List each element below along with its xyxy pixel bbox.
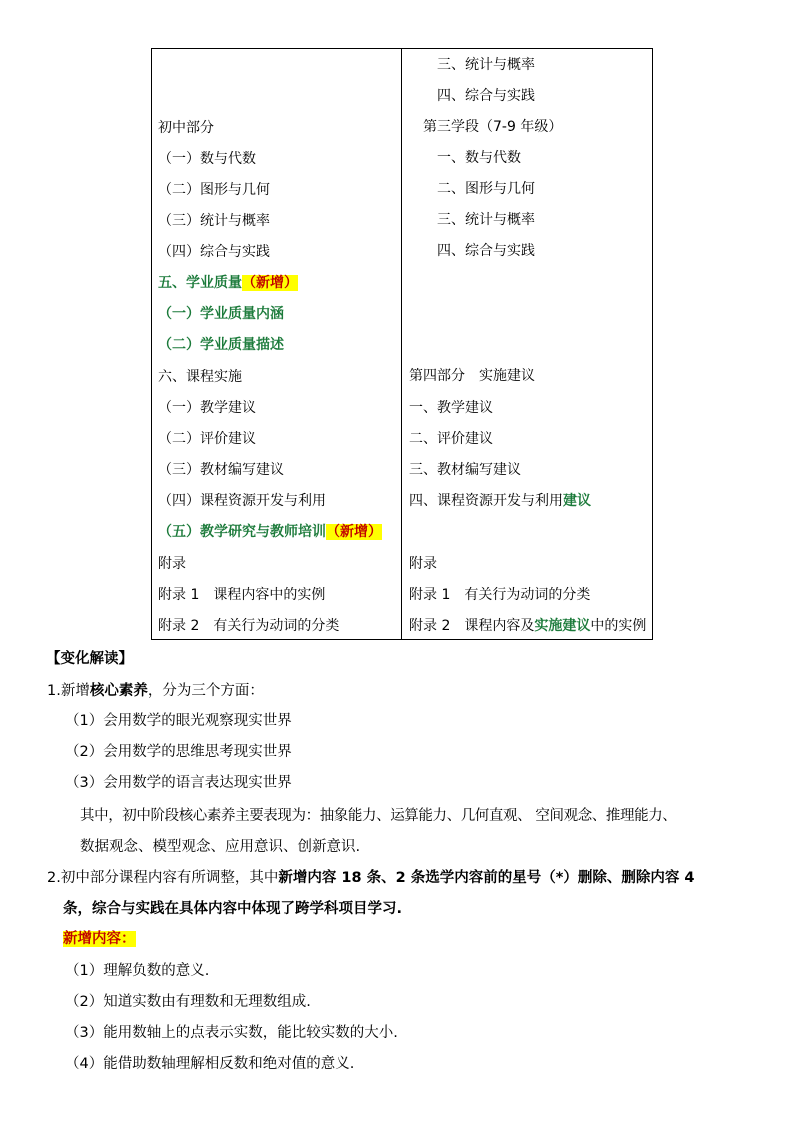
right-appendix: 附录	[409, 556, 437, 572]
left-item	[158, 490, 326, 512]
point-1-bold: 核心素养	[89, 683, 148, 699]
left-item-text: 初中部分	[158, 120, 214, 136]
left-item-text: （一）教学建议	[158, 400, 256, 416]
left-item-text: （二）学业质量描述	[158, 337, 284, 353]
right-item-text: 附录 2 课程内容及	[409, 618, 535, 634]
new-tag: （新增）	[242, 275, 298, 291]
new-content-item: （4）能借助数轴理解相反数和绝对值的意义.	[65, 1056, 355, 1072]
left-item	[158, 117, 214, 139]
left-item	[158, 334, 284, 356]
point-1-note-line-2: 数据观念、模型观念、应用意识、创新意识.	[80, 839, 361, 855]
new-content-item: （3）能用数轴上的点表示实数，能比较实数的大小.	[65, 1025, 398, 1041]
left-item	[158, 272, 298, 294]
analysis-heading: 【变化解读】	[46, 651, 133, 667]
point-2-prefix: 2.初中部分课程内容有所调整，其中	[47, 870, 279, 886]
point-1-note-line-1: 其中，初中阶段核心素养主要表现为：抽象能力、运算能力、几何直观、 空间观念、推理能力、	[80, 808, 677, 824]
point-2-line-2: 条，综合与实践在具体内容中体现了跨学科项目学习.	[63, 901, 403, 917]
new-content-item: （2）知道实数由有理数和无理数组成.	[65, 994, 311, 1010]
left-item-text: 六、课程实施	[158, 369, 242, 385]
right-item: 二、图形与几何	[437, 181, 535, 197]
right-item: 一、教学建议	[409, 400, 493, 416]
left-item-text: 五、学业质量	[158, 275, 242, 291]
left-item-text: （三）统计与概率	[158, 213, 270, 229]
left-item-text: 附录 1 课程内容中的实例	[158, 587, 326, 603]
right-section-title: 第三学段（7-9 年级）	[423, 119, 563, 135]
left-item-text: （一）学业质量内涵	[158, 306, 284, 322]
left-item-text: （三）教材编写建议	[158, 462, 284, 478]
left-item-text: （四）课程资源开发与利用	[158, 493, 326, 509]
right-item-text: 中的实例	[590, 618, 647, 634]
left-item	[158, 428, 256, 450]
left-item	[158, 553, 186, 575]
left-item-text: （四）综合与实践	[158, 244, 270, 260]
right-item: 四、综合与实践	[437, 243, 535, 259]
new-content-label-text: 新增内容：	[63, 931, 136, 947]
left-item	[158, 148, 256, 170]
point-1	[47, 680, 264, 702]
left-item-text: （一）数与代数	[158, 151, 256, 167]
left-item	[158, 397, 256, 419]
point-2-line-1	[47, 867, 694, 889]
right-item: 三、统计与概率	[437, 212, 535, 228]
right-item-added: 实施建议	[534, 618, 591, 634]
left-item	[158, 615, 339, 637]
new-content-label	[63, 928, 136, 950]
new-tag: （新增）	[326, 524, 382, 540]
left-item	[158, 241, 270, 263]
left-item-text: （二）图形与几何	[158, 182, 270, 198]
left-item	[158, 303, 284, 325]
right-item: 一、数与代数	[437, 150, 521, 166]
right-appendix-2	[409, 615, 646, 637]
right-part-title: 第四部分 实施建议	[409, 368, 535, 384]
left-item	[158, 521, 382, 543]
point-2-bold: 新增内容 18 条、2 条选学内容前的星号（*）删除、删除内容 4	[278, 870, 695, 886]
right-item-text: 四、课程资源开发与利用	[409, 493, 563, 509]
left-item-text: 附录 2 有关行为动词的分类	[158, 618, 340, 634]
new-content-item: （1）理解负数的意义.	[65, 963, 210, 979]
right-item-added: 建议	[563, 493, 591, 509]
left-item-text: 附录	[158, 556, 186, 572]
right-appendix-1: 附录 1 有关行为动词的分类	[409, 587, 591, 603]
left-item	[158, 210, 270, 232]
point-1-item: （1）会用数学的眼光观察现实世界	[65, 713, 292, 729]
point-1-prefix: 1.新增	[47, 683, 90, 699]
table-divider	[401, 49, 402, 639]
left-item	[158, 584, 325, 606]
left-item-text: （五）教学研究与教师培训	[158, 524, 326, 540]
right-item: 三、统计与概率	[437, 57, 535, 73]
right-item	[409, 490, 591, 512]
right-item: 三、教材编写建议	[409, 462, 521, 478]
left-item-text: （二）评价建议	[158, 431, 256, 447]
comparison-table	[151, 48, 653, 640]
left-item	[158, 366, 242, 388]
right-item: 二、评价建议	[409, 431, 493, 447]
left-item	[158, 179, 270, 201]
left-item	[158, 459, 284, 481]
point-1-item: （3）会用数学的语言表达现实世界	[65, 775, 292, 791]
right-item: 四、综合与实践	[437, 88, 535, 104]
point-1-suffix: ，分为三个方面：	[147, 683, 264, 699]
point-1-item: （2）会用数学的思维思考现实世界	[65, 744, 292, 760]
